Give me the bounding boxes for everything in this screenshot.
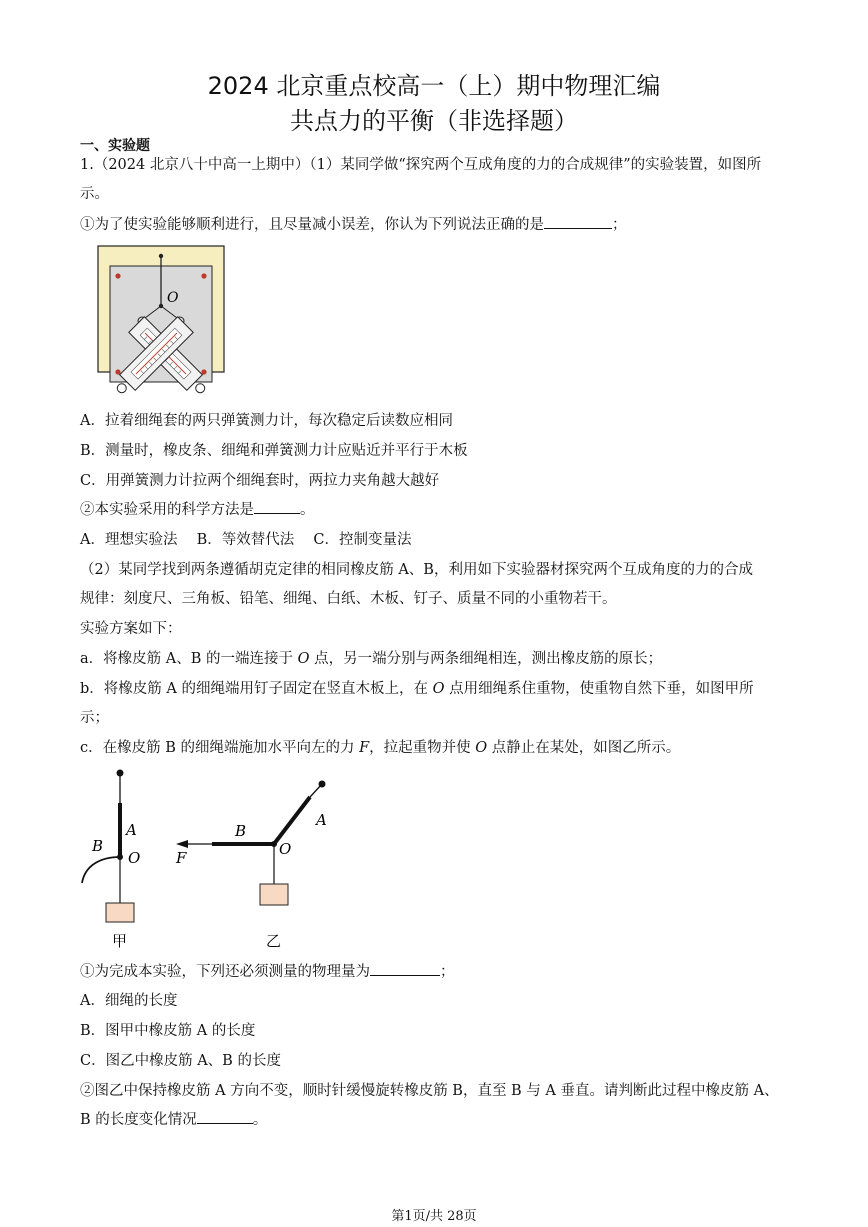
step-c-text-end: 点静止在某处，如图乙所示。 [487, 740, 681, 756]
sub-question-4-line1: ②图乙中保持橡皮筋 A 方向不变，顺时针缓慢旋转橡皮筋 B，直至 B 与 A 垂直。请判断此过程中橡皮筋 A、 [80, 1083, 779, 1099]
answer-blank [254, 499, 300, 514]
punctuation: ； [612, 217, 627, 233]
sub-question-4-text: B 的长度变化情况 [80, 1112, 197, 1128]
label-O: O [167, 290, 179, 306]
label-B: B [235, 822, 247, 840]
step-a-text-end: 点，另一端分别与两条细绳相连，测出橡皮筋的原长； [309, 651, 663, 667]
string [310, 784, 322, 797]
sub-question-1 [80, 210, 795, 240]
force-F: F [359, 740, 370, 756]
option-c: C．用弹簧测力计拉两个细绳套时，两拉力夹角越大越好 [80, 473, 440, 489]
sub-question-3 [80, 957, 795, 987]
part2-line2: 规律：刻度尺、三角板、铅笔、细绳、白纸、木板、钉子、质量不同的小重物若干。 [80, 591, 617, 607]
question-intro-line2: 示。 [80, 186, 109, 202]
point-O: O [297, 651, 310, 667]
label-O: O [128, 849, 141, 867]
sub-question-4-line2 [80, 1105, 795, 1135]
page-title-line1: 2024 北京重点校高一（上）期中物理汇编 [207, 72, 661, 100]
label-A: A [126, 821, 137, 839]
label-B: B [92, 837, 104, 855]
label-O: O [279, 840, 292, 858]
rubber-band-B [82, 857, 120, 883]
step-b-text: b．将橡皮筋 A 的细绳端用钉子固定在竖直木板上，在 [80, 681, 433, 697]
figure-yi [170, 765, 350, 950]
step-c [80, 733, 795, 763]
weight-block [106, 903, 134, 922]
label-F: F [176, 849, 187, 867]
weight-block [260, 884, 288, 905]
answer-blank [197, 1109, 253, 1124]
rubber-band-A [274, 797, 310, 844]
step-b [80, 674, 795, 704]
figure-caption: 甲 [112, 932, 128, 950]
option-a: A．细绳的长度 [80, 993, 178, 1009]
step-b-continued: 示； [80, 710, 109, 726]
option-b: B．测量时，橡皮条、细绳和弹簧测力计应贴近并平行于木板 [80, 443, 468, 459]
punctuation: 。 [300, 502, 315, 518]
option-c: C．图乙中橡皮筋 A、B 的长度 [80, 1053, 281, 1069]
option-a: A．拉着细绳套的两只弹簧测力计，每次稳定后读数应相同 [80, 413, 453, 429]
sub-question-2-text: ②本实验采用的科学方法是 [80, 502, 254, 518]
step-c-text: c．在橡皮筋 B 的细绳端施加水平向左的力 [80, 740, 360, 756]
sub-question-3-text: ①为完成本实验，下列还必须测量的物理量为 [80, 964, 370, 980]
point-O: O [475, 740, 488, 756]
scheme-title: 实验方案如下： [80, 621, 182, 637]
pin-icon [201, 369, 206, 374]
step-b-text-end: 点用细绳系住重物，使重物自然下垂，如图甲所 [444, 681, 754, 697]
question-intro-line1: 1.（2024 北京八十中高一上期中）（1）某同学做“探究两个互成角度的力的合成规律”的实验装置，如图所 [80, 157, 762, 173]
sub-question-2 [80, 495, 795, 525]
pin-icon [115, 369, 120, 374]
sub-question-1-text: ①为了使实验能够顺利进行，且尽量减小误差，你认为下列说法正确的是 [80, 217, 544, 233]
figure-jia [75, 765, 155, 950]
spring-scale-apparatus-figure [76, 242, 248, 397]
page-footer: 第1页/共 28页 [391, 1209, 477, 1224]
part2-line1: （2）某同学找到两条遵循胡克定律的相同橡皮筋 A、B，利用如下实验器材探究两个互成角度的力的合成 [80, 562, 753, 578]
step-c-text-mid: ，拉起重物并使 [369, 740, 476, 756]
option-b: B．图甲中橡皮筋 A 的长度 [80, 1023, 256, 1039]
page-title-line2: 共点力的平衡（非选择题） [290, 107, 578, 135]
step-a-text: a．将橡皮筋 A、B 的一端连接于 [80, 651, 298, 667]
label-A: A [316, 811, 327, 829]
answer-blank [370, 961, 440, 976]
step-a [80, 644, 795, 674]
figure-caption: 乙 [266, 932, 282, 950]
punctuation: 。 [252, 1112, 268, 1128]
method-options: A．理想实验法 B．等效替代法 C．控制变量法 [80, 532, 412, 548]
section-heading: 一、实验题 [80, 138, 150, 154]
pin-icon [201, 273, 206, 278]
punctuation: ； [440, 964, 455, 980]
pin-icon [115, 273, 120, 278]
point-O: O [432, 681, 445, 697]
answer-blank [544, 214, 612, 229]
arrow-left-icon [176, 840, 188, 848]
